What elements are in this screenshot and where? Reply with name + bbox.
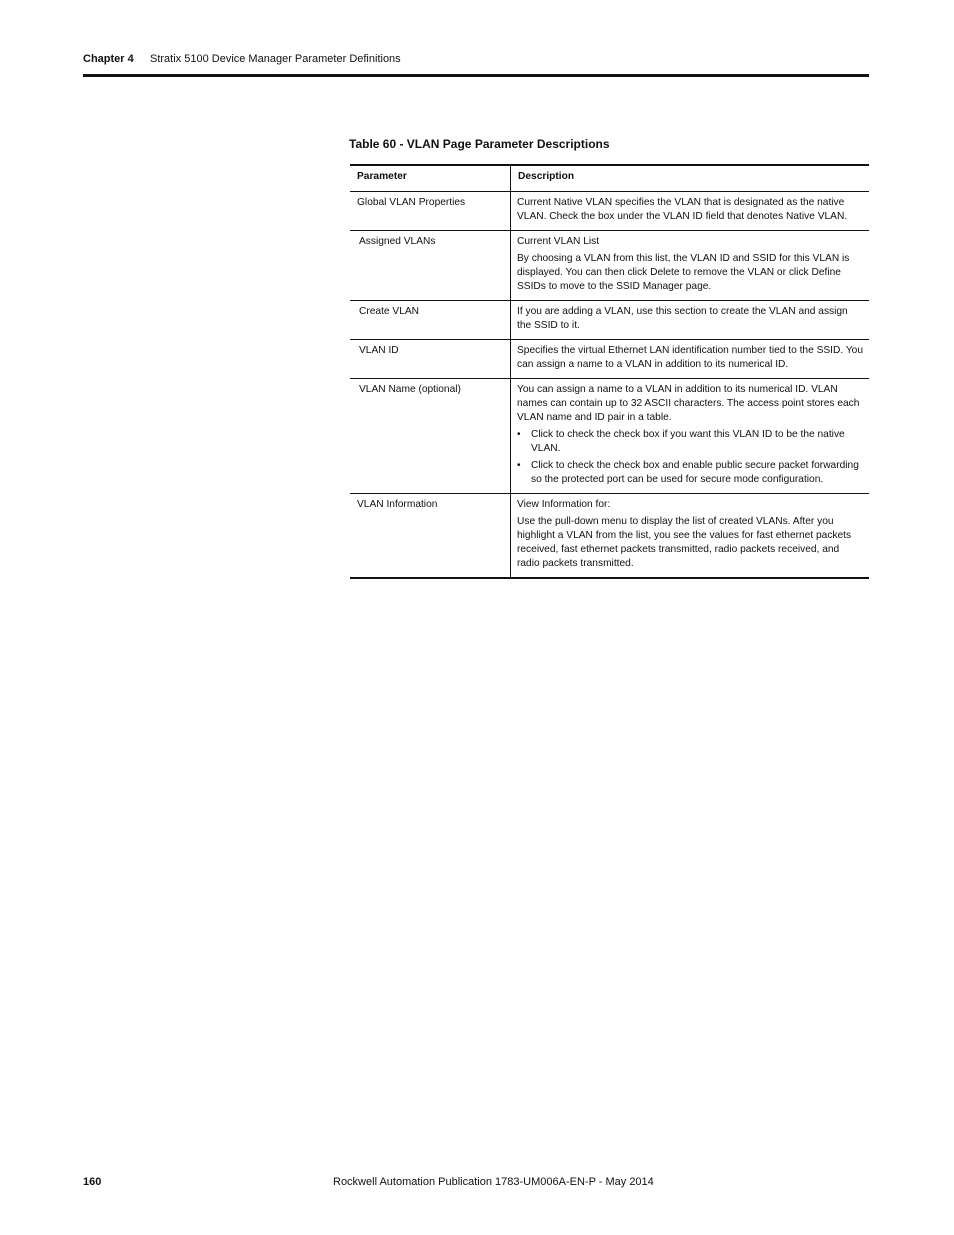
list-item — [517, 459, 863, 487]
list-item-text: Click to check the check box and enable public secure packet forwarding so the protected port can be used for secure mode configuration. — [531, 460, 859, 485]
page-header — [83, 53, 869, 69]
parameter-cell: VLAN Information — [350, 494, 511, 579]
description-text: If you are adding a VLAN, use this section to create the VLAN and assign the SSID to it. — [517, 306, 848, 331]
description-cell — [511, 231, 870, 301]
description-text: By choosing a VLAN from this list, the VLAN ID and SSID for this VLAN is displayed. You can then click Delete to remove the VLAN or click Define SSIDs to move to the SSID Manager page. — [517, 253, 850, 292]
table-row — [350, 340, 869, 379]
table-row — [350, 379, 869, 494]
description-cell — [511, 340, 870, 379]
column-header-description: Description — [511, 165, 870, 192]
description-text: You can assign a name to a VLAN in addition to its numerical ID. VLAN names can contain up to 32 ASCII characters. The access point stores each VLAN name and ID pair in a table. — [517, 384, 860, 423]
parameter-cell: VLAN Name (optional) — [350, 379, 511, 494]
chapter-label: Chapter 4 — [83, 53, 134, 65]
parameter-cell: Assigned VLANs — [350, 231, 511, 301]
description-cell — [511, 494, 870, 579]
parameter-cell: Create VLAN — [350, 301, 511, 340]
table-row — [350, 192, 869, 231]
page-number: 160 — [83, 1176, 102, 1188]
bullet-icon: • — [517, 460, 521, 471]
table-row — [350, 301, 869, 340]
column-header-parameter: Parameter — [350, 165, 511, 192]
publication-info: Rockwell Automation Publication 1783-UM006A-EN-P - May 2014 — [333, 1176, 654, 1188]
description-cell — [511, 192, 870, 231]
description-cell — [511, 379, 870, 494]
table-row — [350, 231, 869, 301]
description-text: View Information for: — [517, 499, 611, 510]
parameter-cell: VLAN ID — [350, 340, 511, 379]
description-cell — [511, 301, 870, 340]
list-item-text: Click to check the check box if you want this VLAN ID to be the native VLAN. — [531, 429, 845, 454]
description-text: Specifies the virtual Ethernet LAN identification number tied to the SSID. You can assign a name to a VLAN in addition to its numerical ID. — [517, 345, 864, 370]
chapter-title: Stratix 5100 Device Manager Parameter Definitions — [150, 53, 401, 65]
header-divider — [83, 74, 869, 77]
description-text: Use the pull-down menu to display the list of created VLANs. After you highlight a VLAN from the list, you see the values for fast ethernet packets received, fast ethernet packets transmitted, radio packets received, and radio packets transmitted. — [517, 516, 852, 569]
description-text: Current Native VLAN specifies the VLAN that is designated as the native VLAN. Check the box under the VLAN ID field that denotes Native VLAN. — [517, 197, 848, 222]
bullet-icon: • — [517, 429, 521, 440]
description-text: Current VLAN List — [517, 236, 600, 247]
list-item — [517, 428, 863, 456]
bullet-list — [517, 428, 863, 487]
parameter-table — [350, 164, 869, 579]
table-caption: Table 60 - VLAN Page Parameter Descriptions — [349, 137, 610, 151]
parameter-cell: Global VLAN Properties — [350, 192, 511, 231]
table-header-row — [350, 165, 869, 192]
table-row — [350, 494, 869, 579]
